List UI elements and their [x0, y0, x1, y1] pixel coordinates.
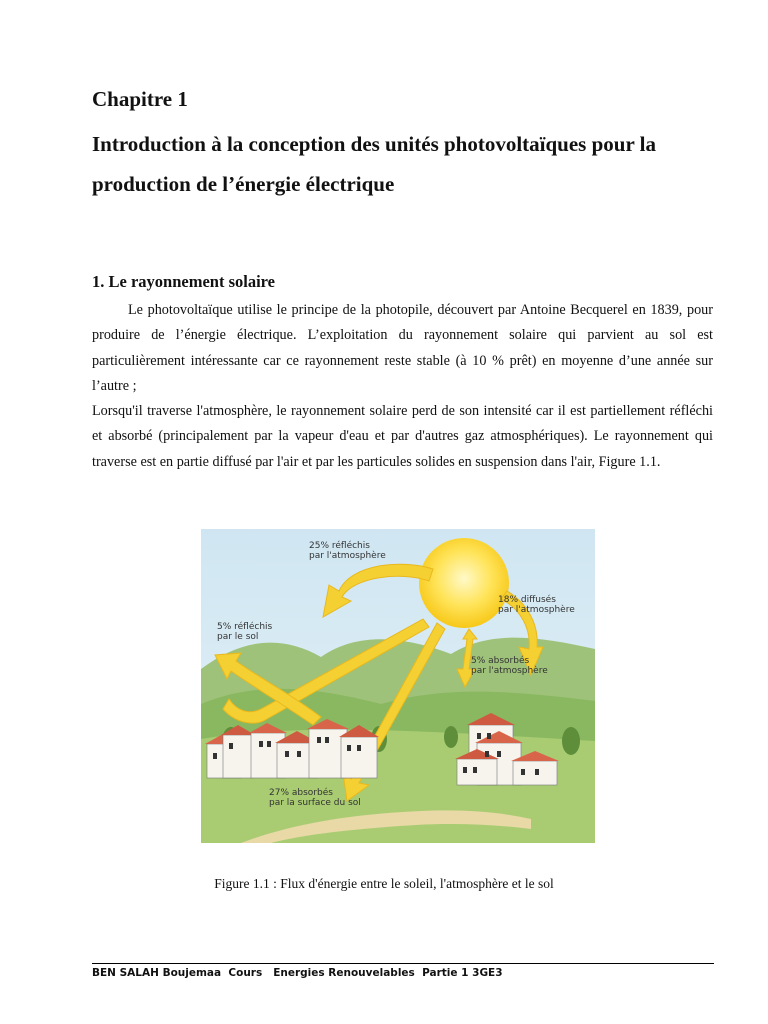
- label-absorbed-atm: 5% absorbés par l'atmosphère: [471, 656, 548, 676]
- label-reflected-atm: 25% réfléchis par l'atmosphère: [309, 541, 386, 561]
- footer-divider: [92, 963, 714, 964]
- label-absorbed-ground: 27% absorbés par la surface du sol: [269, 788, 361, 808]
- sun-icon: [419, 538, 509, 628]
- label-reflected-ground: 5% réfléchis par le sol: [217, 622, 273, 642]
- figure-caption: Figure 1.1 : Flux d'énergie entre le soleil, l'atmosphère et le sol: [214, 876, 554, 891]
- section-heading: 1. Le rayonnement solaire: [92, 272, 276, 291]
- chapter-title: Introduction à la conception des unités photovoltaïques pour la production de l’énergie électrique: [92, 132, 656, 196]
- paragraph-intro: Le photovoltaïque utilise le principe de la photopile, découvert par Antoine Becquerel en 1839, pour produire de l’énergie électrique. L’exploitation du rayonnement solaire qui parvient au sol est particulièrement intéressante car ce rayonnement reste stable (à 10 % prêt) en moyenne d’une année sur l’autre ;: [92, 302, 713, 394]
- paragraph-atmosphere: Lorsqu'il traverse l'atmosphère, le rayonnement solaire perd de son intensité car il est partiellement réfléchi et absorbé (principalement par la vapeur d'eau et par d'autres gaz atmosphériques). Le rayonnement qui traverse est en partie diffusé par l'air et par les particules solides en suspension dans l'air, Figure 1.1.: [92, 403, 713, 470]
- solar-flux-illustration: [201, 529, 595, 843]
- page-footer: BEN SALAH Boujemaa Cours Energies Renouvelables Partie 1 3GE3: [92, 967, 503, 979]
- label-diffused-atm: 18% diffusés par l'atmosphère: [498, 595, 575, 615]
- chapter-heading: Chapitre 1: [92, 87, 188, 111]
- body-text: [92, 298, 713, 475]
